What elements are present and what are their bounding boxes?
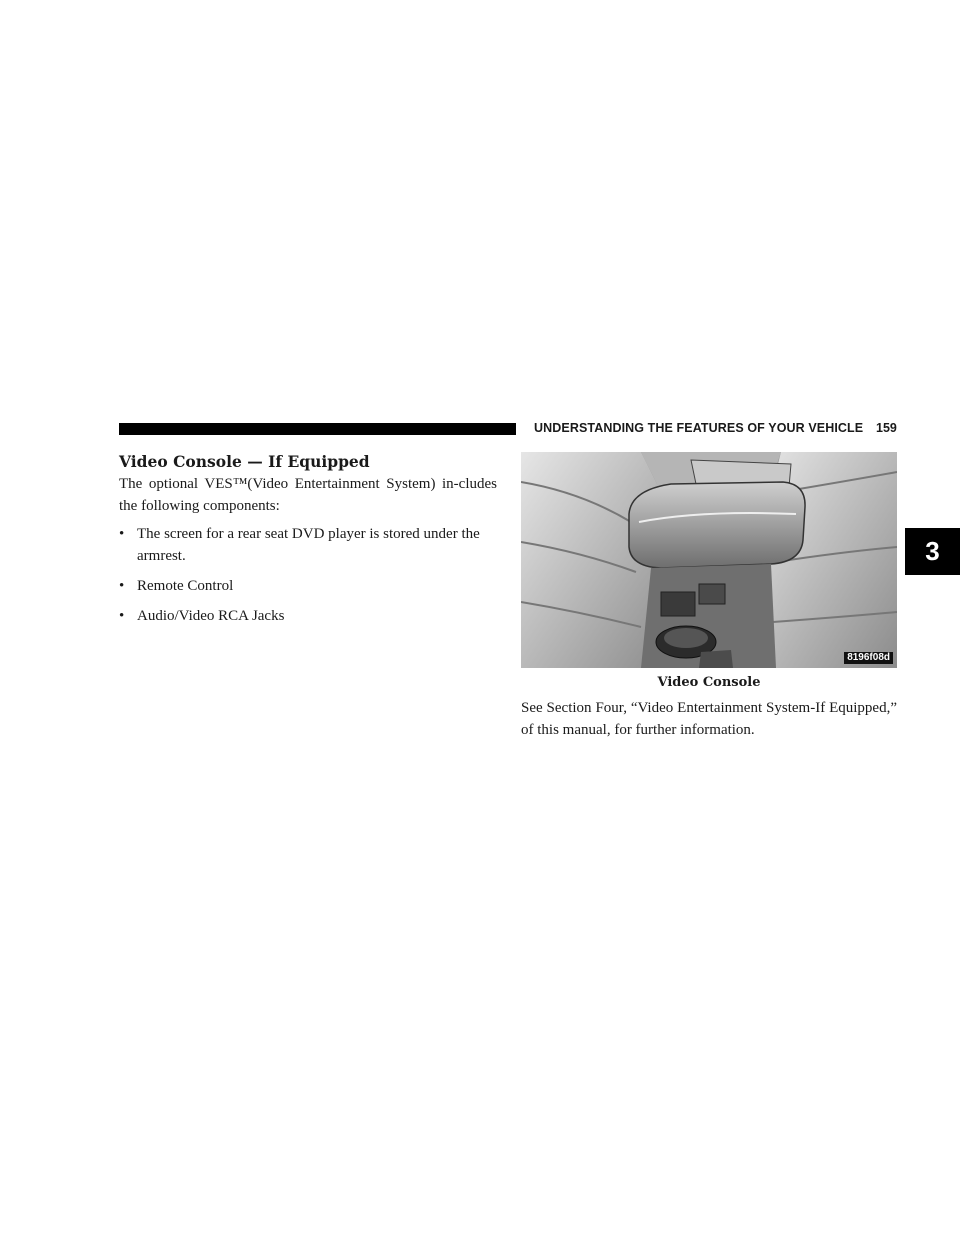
bullet-icon: •	[119, 526, 125, 542]
console-illustration	[521, 452, 897, 668]
list-item	[119, 575, 497, 597]
bullet-icon: •	[119, 608, 125, 624]
video-console-photo	[521, 452, 897, 668]
component-list	[119, 523, 497, 627]
figure-caption: Video Console	[657, 675, 761, 690]
running-header-title: UNDERSTANDING THE FEATURES OF YOUR VEHICLE	[534, 421, 864, 435]
list-item-text: Audio/Video RCA Jacks	[137, 608, 285, 624]
figure-code: 8196f08d	[844, 652, 893, 664]
closing-paragraph: See Section Four, “Video Entertainment System-If Equipped,” of this manual, for further information.	[521, 700, 897, 738]
list-item-text: The screen for a rear seat DVD player is stored under the armrest.	[137, 526, 480, 564]
list-item	[119, 523, 497, 567]
section-heading: Video Console — If Equipped	[119, 452, 370, 471]
header-rule	[119, 423, 516, 435]
intro-paragraph: The optional VES™(Video Entertainment System) in-cludes the following components:	[119, 476, 497, 514]
list-item-text: Remote Control	[137, 578, 234, 594]
right-column	[521, 697, 897, 741]
left-column	[119, 452, 497, 635]
page-number: 159	[876, 421, 897, 435]
list-item	[119, 605, 497, 627]
chapter-tab: 3	[905, 528, 960, 575]
bullet-icon: •	[119, 578, 125, 594]
